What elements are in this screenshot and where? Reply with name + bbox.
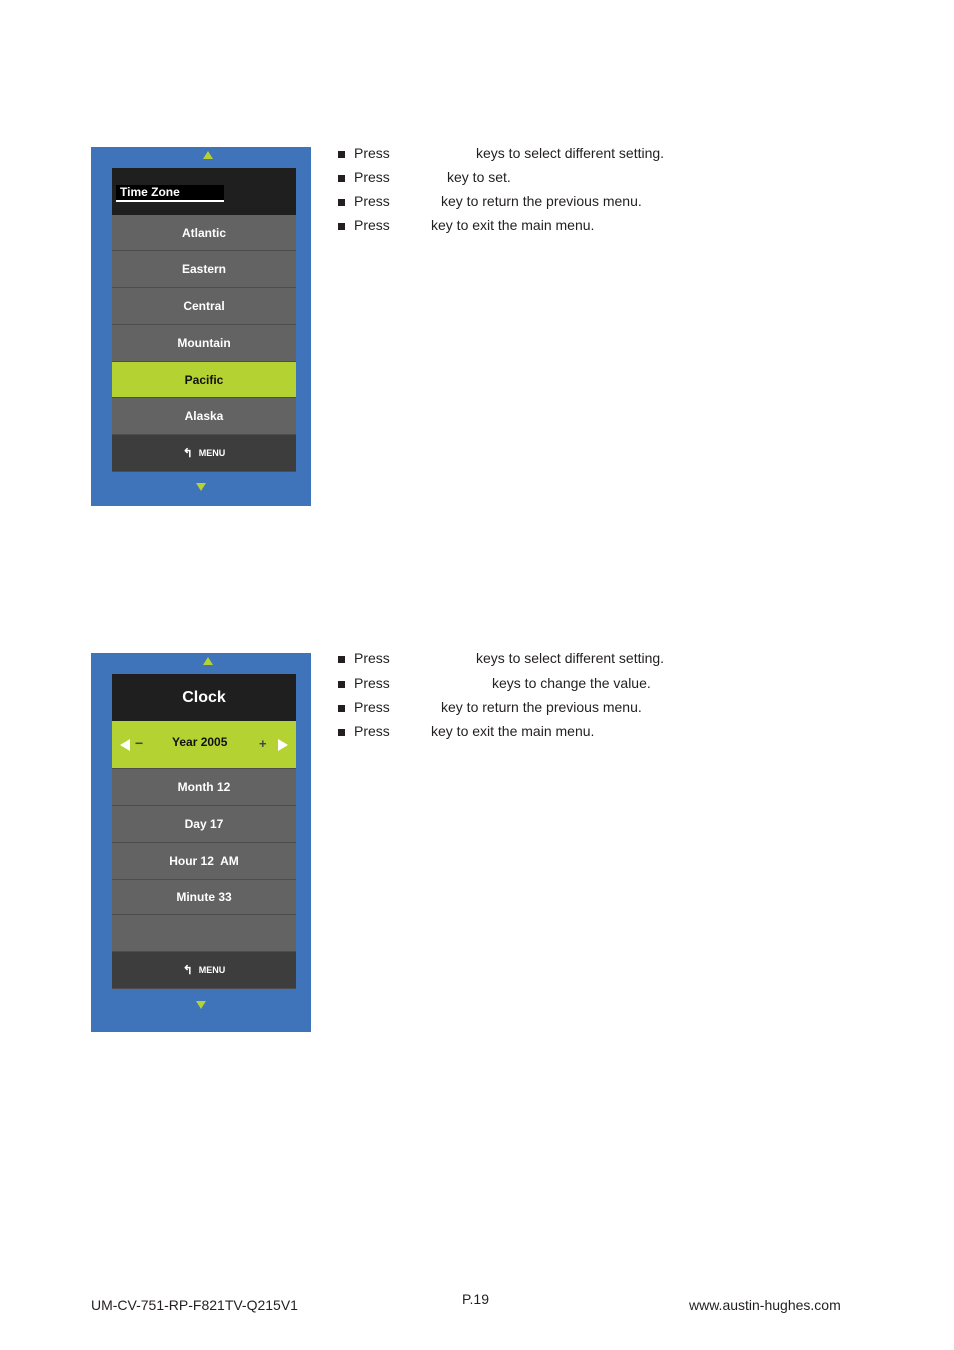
- timezone-osd-panel: [91, 147, 311, 506]
- menu-item-alaska[interactable]: Alaska: [112, 398, 296, 435]
- footer-website: www.austin-hughes.com: [689, 1297, 841, 1313]
- menu-back-label: MENU: [198, 448, 226, 458]
- bullet-square-icon: [338, 705, 345, 712]
- menu-item-eastern[interactable]: Eastern: [112, 251, 296, 288]
- back-arrow-icon: ↰: [182, 963, 193, 977]
- clock-osd-panel: [91, 653, 311, 1032]
- back-arrow-icon: ↰: [182, 446, 193, 460]
- instruction-text: keys to select different setting.: [476, 650, 665, 666]
- instruction-press: Press: [354, 723, 390, 739]
- plus-icon: +: [259, 736, 267, 751]
- instruction-press: Press: [354, 699, 390, 715]
- bullet-square-icon: [338, 199, 345, 206]
- instruction-press: Press: [354, 217, 390, 233]
- instruction-press: Press: [354, 650, 390, 666]
- menu-item-empty: [112, 915, 296, 952]
- menu-item-day[interactable]: Day 17: [112, 806, 296, 843]
- instruction-text: key to exit the main menu.: [431, 217, 595, 233]
- instruction-text: keys to change the value.: [492, 675, 651, 691]
- instruction-press: Press: [354, 193, 390, 209]
- menu-item-pacific-selected[interactable]: Pacific: [112, 362, 296, 398]
- year-value: Year 2005: [172, 735, 228, 749]
- arrow-down-icon: [196, 1001, 206, 1009]
- instruction-press: Press: [354, 145, 390, 161]
- menu-item-hour[interactable]: Hour 12 AM: [112, 843, 296, 880]
- timezone-title: Time Zone: [120, 185, 180, 199]
- footer-doc-code: UM-CV-751-RP-F821TV-Q215V1: [91, 1297, 298, 1313]
- instruction-text: key to set.: [447, 169, 511, 185]
- arrow-up-icon: [203, 657, 213, 665]
- bullet-square-icon: [338, 656, 345, 663]
- bullet-square-icon: [338, 175, 345, 182]
- minus-icon: −: [135, 735, 144, 751]
- menu-back-button[interactable]: [112, 952, 296, 989]
- instruction-text: key to exit the main menu.: [431, 723, 595, 739]
- menu-item-central[interactable]: Central: [112, 288, 296, 325]
- menu-item-year-selected[interactable]: [112, 721, 296, 769]
- menu-item-atlantic[interactable]: Atlantic: [112, 215, 296, 251]
- menu-item-mountain[interactable]: Mountain: [112, 325, 296, 362]
- bullet-square-icon: [338, 681, 345, 688]
- instruction-text: keys to select different setting.: [476, 145, 665, 161]
- timezone-title-box: [116, 185, 224, 202]
- menu-back-label: MENU: [198, 965, 226, 975]
- bullet-square-icon: [338, 223, 345, 230]
- menu-back-button[interactable]: [112, 435, 296, 472]
- timezone-menu: [112, 168, 296, 472]
- instruction-text: key to return the previous menu.: [441, 699, 642, 715]
- instruction-text: key to return the previous menu.: [441, 193, 642, 209]
- left-triangle-icon[interactable]: [120, 739, 130, 751]
- arrow-up-icon: [203, 151, 213, 159]
- instruction-press: Press: [354, 675, 390, 691]
- timezone-header: [112, 168, 296, 215]
- menu-item-month[interactable]: Month 12: [112, 769, 296, 806]
- clock-menu: [112, 674, 296, 989]
- bullet-square-icon: [338, 151, 345, 158]
- right-triangle-icon[interactable]: [278, 739, 288, 751]
- clock-header: Clock: [112, 674, 296, 721]
- bullet-square-icon: [338, 729, 345, 736]
- instruction-press: Press: [354, 169, 390, 185]
- footer-page-number: P.19: [462, 1291, 489, 1307]
- menu-item-minute[interactable]: Minute 33: [112, 880, 296, 915]
- arrow-down-icon: [196, 483, 206, 491]
